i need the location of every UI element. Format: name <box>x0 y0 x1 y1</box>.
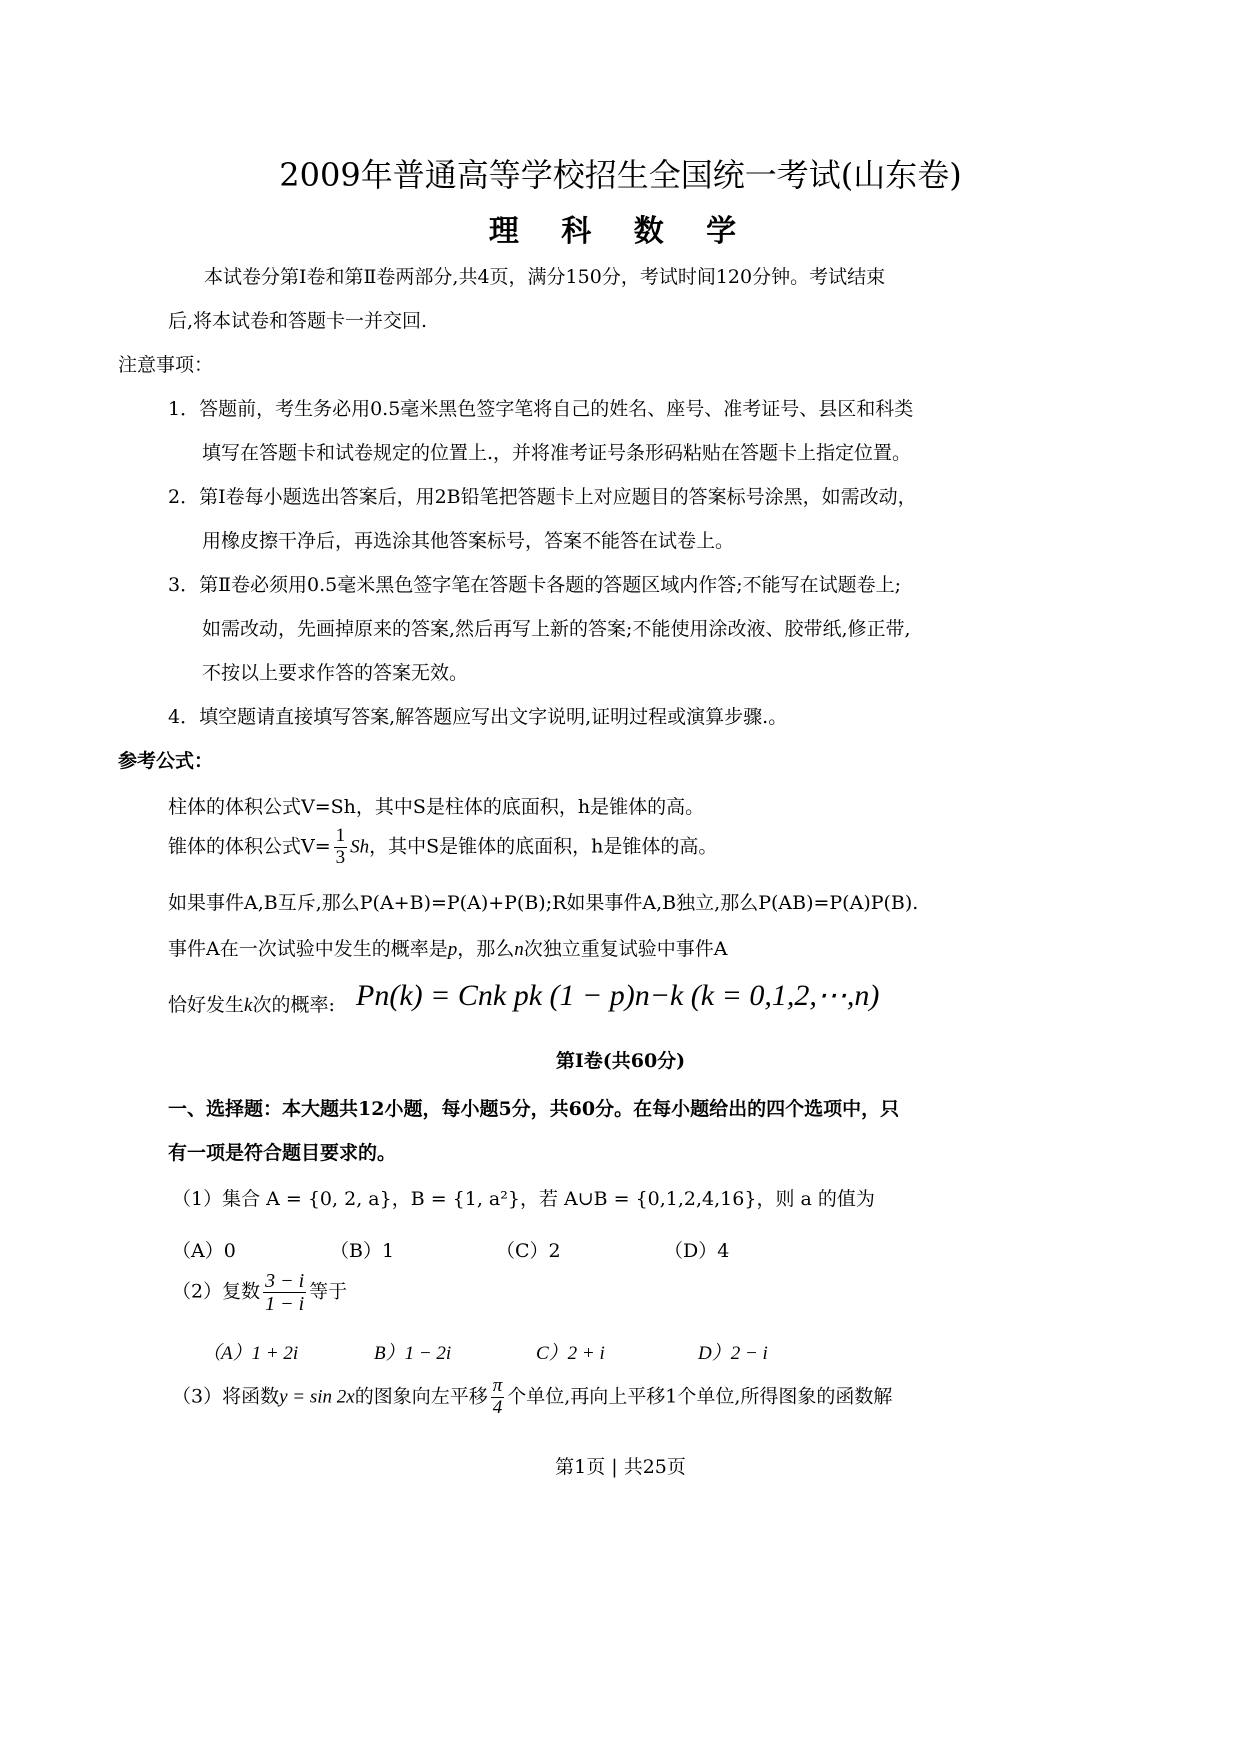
formula-prism: 柱体的体积公式V=Sh，其中S是柱体的底面积，h是锥体的高。 <box>168 796 705 818</box>
formula-cone: 锥体的体积公式V= $\frac{1}{3}$ Sh，其中S是锥体的底面积，h是锥体的高。 <box>168 825 718 868</box>
question-1: （1）集合 A = {0, 2, a}，B = {1, a²}，若 A∪B = {0,1,2,4,16}，则 a 的值为 <box>172 1188 875 1210</box>
fraction: $\frac{\pi}{4}$ <box>492 1375 503 1418</box>
notice-item: 填写在答题卡和试卷规定的位置上.，并将准考证号条形码粘贴在答题卡上指定位置。 <box>202 442 912 464</box>
part-one-line-1: 一、选择题：本大题共12小题，每小题5分，共60分。在每小题给出的四个选项中，只 <box>168 1098 900 1120</box>
formula-bernoulli-intro: 事件A在一次试验中发生的概率是p，那么n次独立重复试验中事件A <box>168 938 728 960</box>
question-3: （3）将函数y = sin 2x的图象向左平移 $\frac{\pi}{4}$ 个单位,再向上平移1个单位,所得图象的函数解 <box>172 1375 893 1418</box>
q2-option-a: （A）1 + 2i <box>202 1343 299 1364</box>
fraction: $\frac{1}{3}$ <box>335 825 346 868</box>
notice-item: 如需改动，先画掉原来的答案,然后再写上新的答案;不能使用涂改液、胶带纸,修正带, <box>202 618 911 640</box>
notice-item: 1．答题前，考生务必用0.5毫米黑色签字笔将自己的姓名、座号、准考证号、县区和科类 <box>168 398 914 420</box>
fraction: $\frac{3 - i}{1 - i}$ <box>265 1270 305 1315</box>
notice-heading: 注意事项： <box>118 354 214 376</box>
notice-item: 用橡皮擦干净后，再选涂其他答案标号，答案不能答在试卷上。 <box>202 530 735 552</box>
q2-option-b: B）1 − 2i <box>374 1343 452 1364</box>
q1-option-d: （D）4 <box>664 1240 730 1262</box>
notice-item: 不按以上要求作答的答案无效。 <box>202 662 469 684</box>
part-one-line-2: 有一项是符合题目要求的。 <box>168 1142 397 1164</box>
formula-probability: 如果事件A,B互斥,那么P(A+B)=P(A)+P(B);R如果事件A,B独立,那么P(AB)=P(A)P(B). <box>168 892 919 914</box>
q2-option-d: D）2 − i <box>698 1343 768 1364</box>
intro-line-1: 本试卷分第Ⅰ卷和第Ⅱ卷两部分,共4页，满分150分，考试时间120分钟。考试结束 <box>204 266 886 288</box>
binomial-formula: Pn(k) = Cnk pk (1 − p)n−k (k = 0,1,2,⋯,n) <box>356 979 880 1012</box>
notice-item: 2．第Ⅰ卷每小题选出答案后，用2B铅笔把答题卡上对应题目的答案标号涂黑，如需改动， <box>168 486 917 508</box>
notice-item: 4．填空题请直接填写答案,解答题应写出文字说明,证明过程或演算步骤.。 <box>168 706 788 728</box>
section-title: 第Ⅰ卷(共60分) <box>555 1050 686 1072</box>
q1-option-b: （B）1 <box>330 1240 395 1262</box>
question-2: （2）复数 $\frac{3 - i}{1 - i}$ 等于 <box>172 1270 348 1315</box>
notice-item: 3．第Ⅱ卷必须用0.5毫米黑色签字笔在答题卡各题的答题区域内作答;不能写在试题卷上; <box>168 574 902 596</box>
formula-bernoulli: 恰好发生k次的概率: <box>168 994 335 1016</box>
intro-line-2: 后,将本试卷和答题卡一并交回. <box>168 310 428 332</box>
formula-heading: 参考公式： <box>118 750 214 772</box>
q2-option-c: C）2 + i <box>536 1343 605 1364</box>
exam-title: 2009年普通高等学校招生全国统一考试(山东卷) <box>279 156 962 194</box>
exam-subtitle: 理 科 数 学 <box>488 214 753 249</box>
q1-option-a: （A）0 <box>172 1240 236 1262</box>
page-footer: 第1页 | 共25页 <box>555 1456 686 1478</box>
q1-option-c: （C）2 <box>496 1240 561 1262</box>
